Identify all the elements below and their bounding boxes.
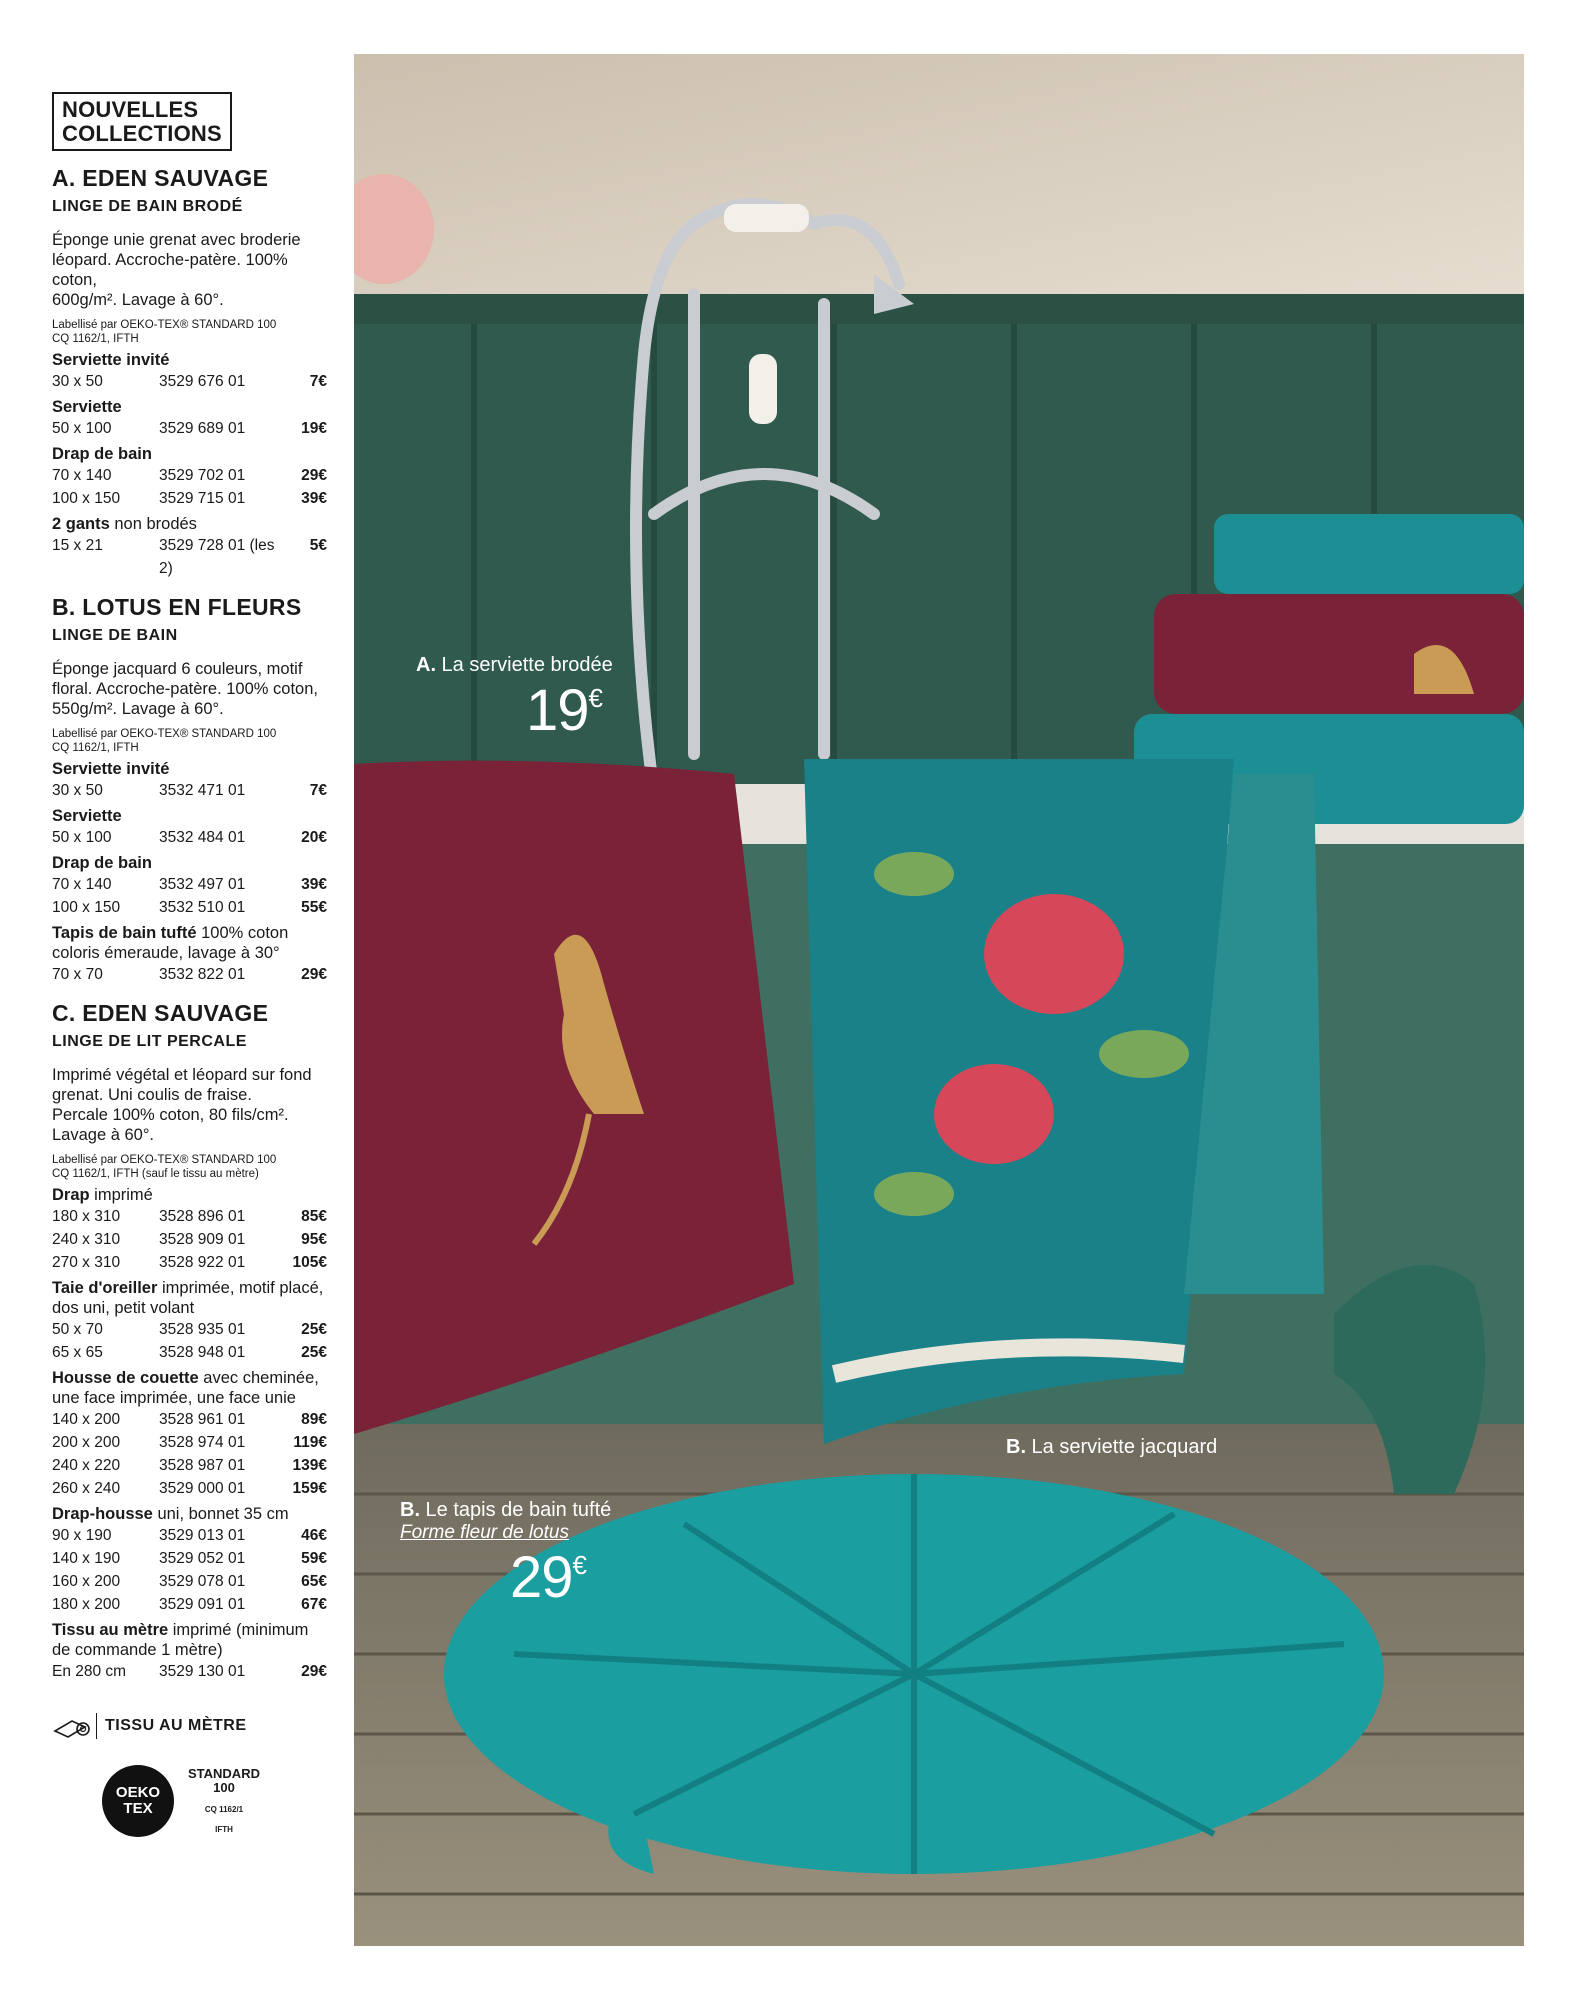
product-name: Serviette invité	[52, 351, 170, 369]
price: 5€	[309, 537, 327, 554]
label-line: Labellisé par OEKO-TEX® STANDARD 100	[52, 1154, 277, 1166]
price-row	[52, 896, 327, 919]
reference: 3528 922 01	[159, 1254, 246, 1271]
price-row	[52, 534, 327, 580]
reference: 3528 961 01	[159, 1411, 246, 1428]
price: 29€	[301, 1663, 327, 1680]
size: 30 x 50	[52, 373, 103, 390]
oeko-standard	[188, 1767, 260, 1835]
size: 65 x 65	[52, 1344, 103, 1361]
reference: 3528 974 01	[159, 1434, 246, 1451]
reference: 3529 078 01	[159, 1573, 246, 1590]
section-1	[52, 594, 327, 986]
reference: 3528 896 01	[159, 1208, 246, 1225]
reference: 3529 052 01	[159, 1550, 246, 1567]
oeko-label-note	[52, 318, 327, 346]
price-row	[52, 1228, 327, 1251]
size: 50 x 70	[52, 1321, 103, 1338]
price: 39€	[301, 490, 327, 507]
label-line: CQ 1162/1, IFTH (sauf le tissu au mètre)	[52, 1168, 259, 1180]
callout-a-text: La serviette brodée	[436, 654, 613, 676]
product-group	[52, 444, 327, 464]
oeko-cert-2: IFTH	[215, 1825, 233, 1834]
oeko-cert-1: CQ 1162/1	[204, 1805, 244, 1814]
callout-rug-label	[400, 1499, 611, 1522]
callout-a-label	[416, 654, 613, 677]
product-detail: imprimée, motif placé, dos uni, petit volant	[52, 1279, 324, 1317]
callout-b-letter: B.	[1006, 1436, 1026, 1458]
oeko-std-2: 100	[213, 1780, 235, 1795]
size: 260 x 240	[52, 1480, 121, 1497]
price: 7€	[309, 373, 327, 390]
product-detail: avec cheminée, une face imprimée, une face unie	[52, 1369, 319, 1407]
callout-rug-price-value: 29	[510, 1545, 573, 1610]
section-description	[52, 230, 327, 310]
reference: 3528 987 01	[159, 1457, 246, 1474]
reference: 3532 497 01	[159, 876, 246, 893]
callout-rug-letter: B.	[400, 1499, 420, 1521]
oeko-std-1: STANDARD	[188, 1766, 260, 1781]
badge-line-2: COLLECTIONS	[62, 121, 222, 146]
size: 240 x 220	[52, 1457, 121, 1474]
price: 119€	[293, 1434, 327, 1451]
product-group	[52, 853, 327, 873]
price: 159€	[292, 1480, 327, 1497]
product-detail: 100% coton coloris émeraude, lavage à 30°	[52, 924, 289, 962]
price-row	[52, 1477, 327, 1500]
product-group	[52, 1185, 327, 1205]
section-0	[52, 165, 327, 580]
size: 90 x 190	[52, 1527, 112, 1544]
price-row	[52, 1454, 327, 1477]
label-line: CQ 1162/1, IFTH	[52, 333, 139, 345]
price-row	[52, 1251, 327, 1274]
price-row	[52, 1570, 327, 1593]
price-row	[52, 779, 327, 802]
reference: 3529 702 01	[159, 467, 246, 484]
product-detail: uni, bonnet 35 cm	[152, 1505, 289, 1523]
callout-rug-subtitle: Forme fleur de lotus	[400, 1522, 569, 1543]
tissu-label: TISSU AU MÈTRE	[105, 1717, 247, 1734]
product-group	[52, 1278, 327, 1318]
price-row	[52, 464, 327, 487]
callout-b-text: La serviette jacquard	[1026, 1436, 1218, 1458]
price-row	[52, 1318, 327, 1341]
price: 95€	[301, 1231, 327, 1248]
product-name: Drap	[52, 1186, 90, 1204]
size: 240 x 310	[52, 1231, 121, 1248]
price: 139€	[292, 1457, 327, 1474]
price-row	[52, 963, 327, 986]
product-group	[52, 759, 327, 779]
price-row	[52, 417, 327, 440]
sections	[52, 165, 327, 1683]
price: 20€	[301, 829, 327, 846]
product-name: Serviette invité	[52, 760, 170, 778]
price: 55€	[301, 899, 327, 916]
product-name: Drap de bain	[52, 854, 152, 872]
size: 100 x 150	[52, 490, 121, 507]
product-name: Tapis de bain tufté	[52, 924, 197, 942]
description-line: 550g/m². Lavage à 60°.	[52, 700, 224, 718]
price: 46€	[301, 1527, 327, 1544]
price-row	[52, 1593, 327, 1616]
label-line: CQ 1162/1, IFTH	[52, 742, 139, 754]
price: 105€	[292, 1254, 327, 1271]
price-row	[52, 1408, 327, 1431]
callout-a-price-value: 19	[526, 678, 589, 743]
size: 140 x 200	[52, 1411, 121, 1428]
product-name: Drap de bain	[52, 445, 152, 463]
size: 270 x 310	[52, 1254, 121, 1271]
price: 25€	[301, 1321, 327, 1338]
price: 65€	[301, 1573, 327, 1590]
oeko-label-note	[52, 727, 327, 755]
new-collections-badge	[52, 92, 232, 151]
product-group	[52, 397, 327, 417]
reference: 3529 715 01	[159, 490, 246, 507]
price-row	[52, 1341, 327, 1364]
product-group	[52, 1368, 327, 1408]
description-line: léopard. Accroche-patère. 100% coton,	[52, 251, 288, 289]
reference: 3529 091 01	[159, 1596, 246, 1613]
product-group	[52, 923, 327, 963]
price-row	[52, 1524, 327, 1547]
description-line: Imprimé végétal et léopard sur fond	[52, 1066, 312, 1084]
size: 70 x 140	[52, 876, 112, 893]
price-row	[52, 487, 327, 510]
reference: 3529 000 01	[159, 1480, 246, 1497]
size: 70 x 140	[52, 467, 112, 484]
reference: 3529 676 01	[159, 373, 246, 390]
section-subtitle: LINGE DE BAIN	[52, 627, 178, 644]
reference: 3528 909 01	[159, 1231, 246, 1248]
product-name: Taie d'oreiller	[52, 1279, 158, 1297]
price: 7€	[309, 782, 327, 799]
section-title: A. EDEN SAUVAGE	[52, 165, 269, 191]
price: 25€	[301, 1344, 327, 1361]
product-detail: imprimé (minimum de commande 1 mètre)	[52, 1621, 309, 1659]
size: 30 x 50	[52, 782, 103, 799]
size: 140 x 190	[52, 1550, 121, 1567]
size: 70 x 70	[52, 966, 103, 983]
description-line: 600g/m². Lavage à 60°.	[52, 291, 224, 309]
product-group	[52, 1620, 327, 1660]
description-line: floral. Accroche-patère. 100% coton,	[52, 680, 318, 698]
product-group	[52, 806, 327, 826]
description-line: Éponge unie grenat avec broderie	[52, 231, 301, 249]
callout-rug-currency: €	[572, 1550, 586, 1580]
reference: 3532 484 01	[159, 829, 246, 846]
product-name: Housse de couette	[52, 1369, 199, 1387]
tissu-au-metre-legend	[52, 1713, 327, 1739]
label-line: Labellisé par OEKO-TEX® STANDARD 100	[52, 728, 277, 740]
callout-b-jacquard	[1006, 1436, 1217, 1459]
product-group	[52, 1504, 327, 1524]
size: 50 x 100	[52, 829, 112, 846]
section-title: C. EDEN SAUVAGE	[52, 1000, 269, 1026]
size: En 280 cm	[52, 1663, 127, 1680]
oeko-text-1: OEKO	[115, 1784, 161, 1801]
product-name: Tissu au mètre	[52, 1621, 169, 1639]
callout-a-currency: €	[588, 683, 602, 713]
callout-rug-price	[510, 1544, 611, 1611]
product-detail: non brodés	[109, 515, 197, 533]
section-subtitle: LINGE DE LIT PERCALE	[52, 1033, 247, 1050]
reference: 3532 822 01	[159, 966, 246, 983]
callout-a-letter: A.	[416, 654, 436, 676]
product-list	[52, 92, 327, 1837]
bathroom-scene-illustration	[354, 54, 1524, 1946]
price: 19€	[301, 420, 327, 437]
description-line: Éponge jacquard 6 couleurs, motif	[52, 660, 303, 678]
size: 180 x 200	[52, 1596, 121, 1613]
reference: 3528 935 01	[159, 1321, 246, 1338]
oeko-tex-logo	[102, 1765, 327, 1837]
product-group	[52, 514, 327, 534]
product-detail: imprimé	[89, 1186, 153, 1204]
description-line: Lavage à 60°.	[52, 1126, 155, 1144]
price-row	[52, 873, 327, 896]
product-name: Drap-housse	[52, 1505, 153, 1523]
fabric-roll-icon	[52, 1713, 97, 1739]
reference: 3529 728 01 (les 2)	[159, 537, 275, 577]
callout-b-label	[1006, 1436, 1217, 1459]
callout-b-rug	[400, 1499, 611, 1611]
product-name: 2 gants	[52, 515, 110, 533]
callout-a	[416, 654, 613, 744]
section-description	[52, 659, 327, 719]
callout-a-price	[526, 677, 613, 744]
reference: 3532 510 01	[159, 899, 246, 916]
section-subtitle: LINGE DE BAIN BRODÉ	[52, 198, 243, 215]
description-line: Percale 100% coton, 80 fils/cm².	[52, 1106, 289, 1124]
price: 89€	[301, 1411, 327, 1428]
section-2	[52, 1000, 327, 1683]
price-row	[52, 1205, 327, 1228]
size: 50 x 100	[52, 420, 112, 437]
oeko-tex-circle	[102, 1765, 174, 1837]
product-photo	[354, 54, 1524, 1946]
price: 29€	[301, 966, 327, 983]
oeko-label-note	[52, 1153, 327, 1181]
reference: 3532 471 01	[159, 782, 246, 799]
section-description	[52, 1065, 327, 1145]
price: 67€	[301, 1596, 327, 1613]
product-name: Serviette	[52, 807, 122, 825]
size: 100 x 150	[52, 899, 121, 916]
size: 200 x 200	[52, 1434, 121, 1451]
size: 160 x 200	[52, 1573, 121, 1590]
price: 39€	[301, 876, 327, 893]
description-line: grenat. Uni coulis de fraise.	[52, 1086, 252, 1104]
oeko-text-2: TEX	[123, 1800, 153, 1817]
badge-line-1: NOUVELLES	[62, 97, 199, 122]
price: 85€	[301, 1208, 327, 1225]
reference: 3529 689 01	[159, 420, 246, 437]
product-name: Serviette	[52, 398, 122, 416]
size: 15 x 21	[52, 537, 103, 554]
price: 29€	[301, 467, 327, 484]
price-row	[52, 1547, 327, 1570]
price: 59€	[301, 1550, 327, 1567]
reference: 3529 130 01	[159, 1663, 246, 1680]
price-row	[52, 1431, 327, 1454]
label-line: Labellisé par OEKO-TEX® STANDARD 100	[52, 319, 277, 331]
reference: 3529 013 01	[159, 1527, 246, 1544]
section-title: B. LOTUS EN FLEURS	[52, 594, 302, 620]
callout-rug-text: Le tapis de bain tufté	[420, 1499, 612, 1521]
reference: 3528 948 01	[159, 1344, 246, 1361]
price-row	[52, 826, 327, 849]
price-row	[52, 1660, 327, 1683]
price-row	[52, 370, 327, 393]
product-group	[52, 350, 327, 370]
size: 180 x 310	[52, 1208, 121, 1225]
